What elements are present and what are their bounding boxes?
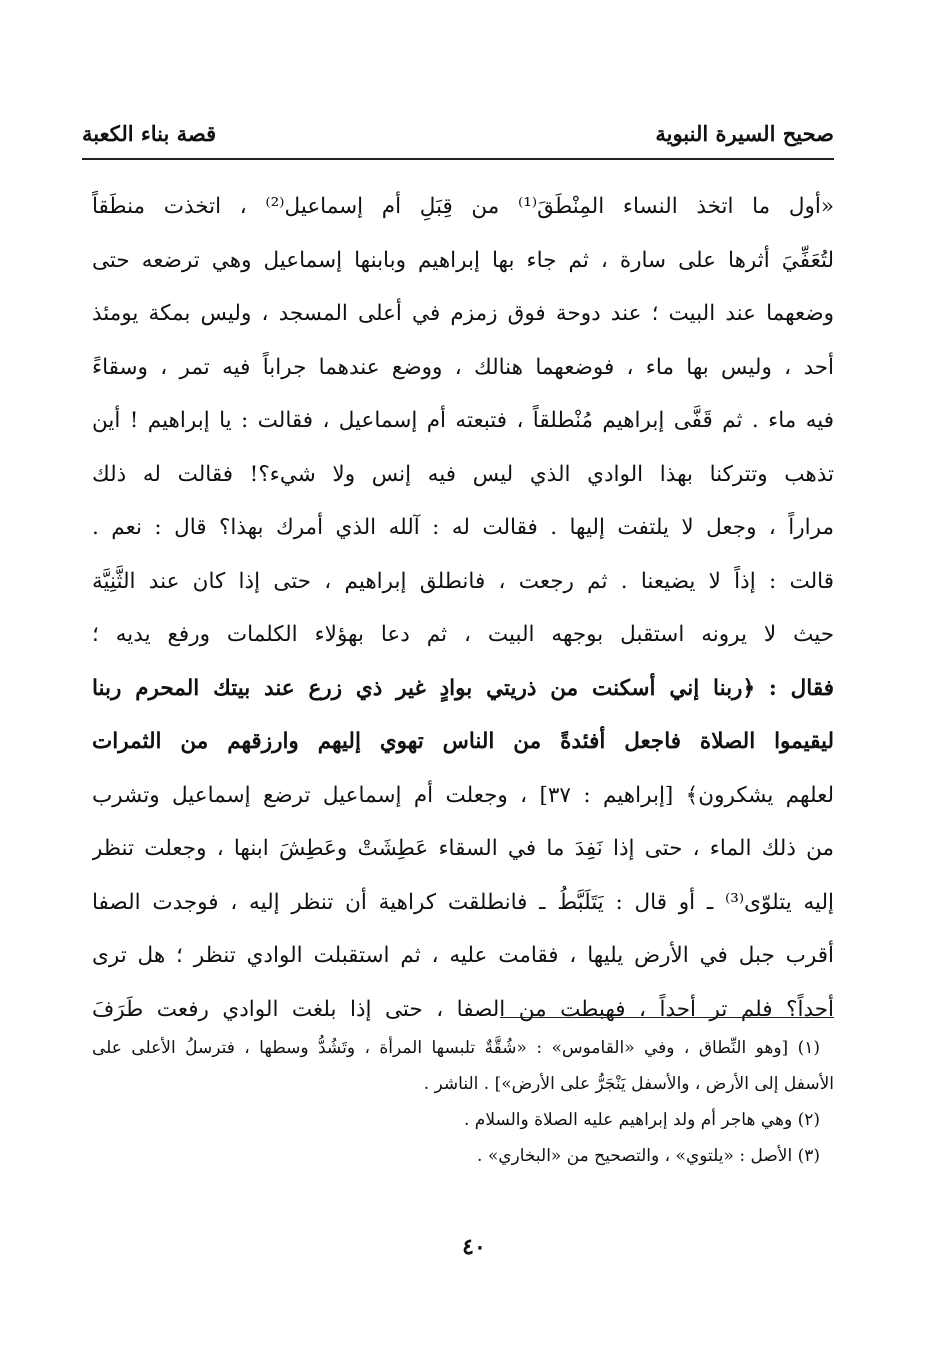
quran-verse-line: ليقيموا الصلاة فاجعل أفئدةً من الناس تهوي إليهم وارزقهم من الثمرات (92, 729, 834, 754)
footnotes (92, 1030, 834, 1174)
text-line: فيه ماء . ثم قَفَّى إبراهيم مُنْطلقاً ، فتبعته أم إسماعيل ، فقالت : يا إبراهيم ! أين (92, 408, 834, 433)
text-line: أحداً؟ فلم تر أحداً ، فهبطت من الصفا ، حتى إذا بلغت الوادي رفعت طَرَفَ (92, 996, 834, 1022)
footnote-2: (٢) وهي هاجر أم ولد إبراهيم عليه الصلاة والسلام . (463, 1110, 820, 1130)
main-text (92, 180, 834, 1036)
text-line: «أول ما اتخذ النساء المِنْطَقَ⁽¹⁾ من قِبَلِ أم إسماعيل⁽²⁾ ، اتخذت منطَقاً (92, 194, 834, 219)
text-line: أقرب جبل في الأرض يليها ، فقامت عليه ، ثم استقبلت الوادي تنظر ؛ هل ترى (92, 943, 834, 968)
page-number: ٤٠ (462, 1234, 486, 1260)
book-title: صحيح السيرة النبوية (655, 121, 834, 146)
header-divider (82, 158, 834, 160)
footnote-divider (500, 1017, 834, 1018)
quran-verse-line: فقال : ﴿ربنا إني أسكنت من ذريتي بوادٍ غير ذي زرع عند بيتك المحرم ربنا (92, 675, 834, 701)
text-line: حيث لا يرونه استقبل بوجهه البيت ، ثم دعا بهؤلاء الكلمات ورفع يديه ؛ (92, 622, 834, 647)
text-line: لعلهم يشكرون﴾ [إبراهيم : ٣٧] ، وجعلت أم إسماعيل ترضع إسماعيل وتشرب (92, 782, 834, 808)
text-line: وضعهما عند البيت ؛ عند دوحة فوق زمزم في أعلى المسجد ، وليس بمكة يومئذ (92, 301, 834, 326)
text-line: تذهب وتتركنا بهذا الوادي الذي ليس فيه إنس ولا شيء؟! فقالت له ذلك (92, 461, 834, 487)
text-line: من ذلك الماء ، حتى إذا نَفِدَ ما في السقاء عَطِشَتْ وعَطِشَ ابنها ، وجعلت تنظر (92, 836, 834, 861)
text-line: أحد ، وليس بها ماء ، فوضعهما هنالك ، ووضع عندهما جراباً فيه تمر ، وسقاءً (92, 354, 834, 380)
text-line: مراراً ، وجعل لا يلتفت إليها . فقالت له : آلله الذي أمرك بهذا؟ قال : نعم . (92, 515, 834, 540)
text-line: إليه يتلوّى⁽³⁾ ـ أو قال : يَتَلَبَّطُ ـ فانطلقت كراهية أن تنظر إليه ، فوجدت الصفا (92, 889, 834, 915)
footnote-1: (١) [وهو النِّطاق ، وفي «القاموس» : «شُقَّةٌ تلبسها المرأة ، وتَشُدُّ وسطها ، فترسلُ الأعلى على (92, 1038, 820, 1058)
footnote-3: (٣) الأصل : «يلتوي» ، والتصحيح من «البخاري» . (477, 1146, 820, 1166)
footnote-1-continuation: الأسفل إلى الأرض ، والأسفل يَنْجَرُّ على الأرض»] . الناشر . (423, 1074, 834, 1094)
chapter-title: قصة بناء الكعبة (82, 121, 217, 146)
text-line: لتُعَفِّيَ أثرها على سارة ، ثم جاء بها إبراهيم وبابنها إسماعيل وهي ترضعه حتى (92, 247, 834, 273)
text-line: قالت : إذاً لا يضيعنا . ثم رجعت ، فانطلق إبراهيم ، حتى إذا كان عند الثَّنِيَّة (92, 568, 834, 594)
running-header (82, 118, 834, 150)
